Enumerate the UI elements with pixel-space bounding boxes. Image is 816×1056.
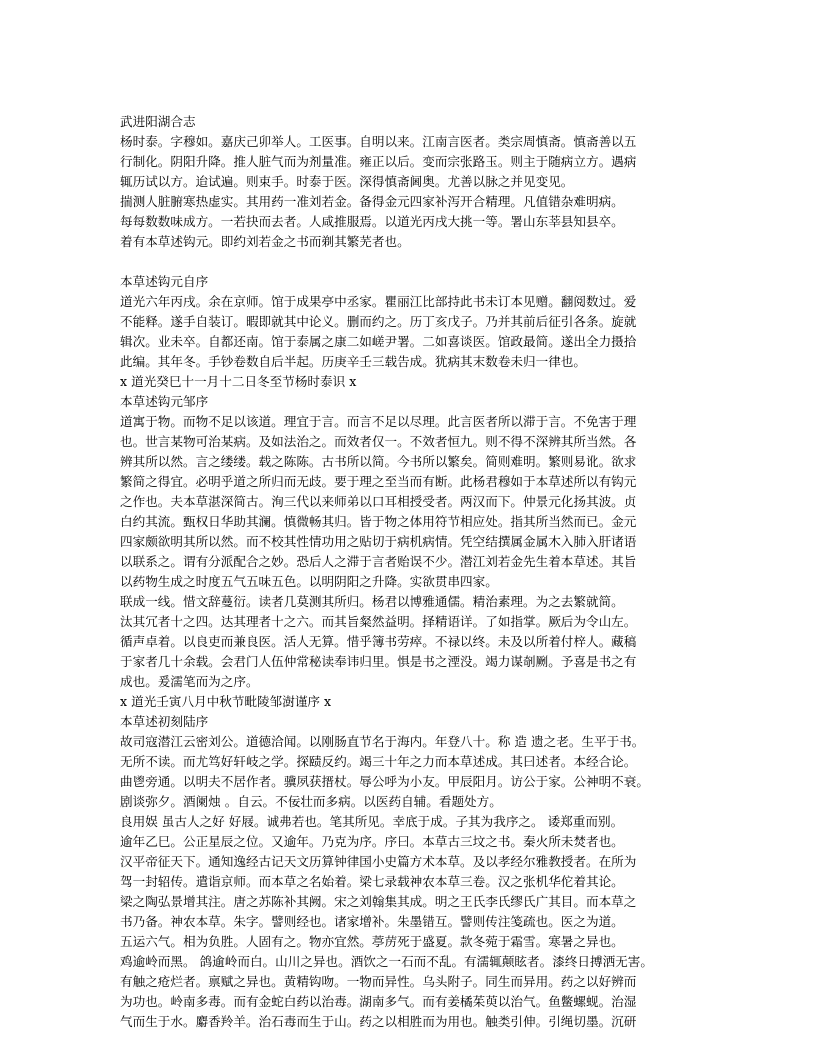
text-line: 无所不读。而尤笃好轩岐之学。探赜反约。竭三十年之力而本草述成。其曰述者。本经合论。 [120, 754, 637, 769]
signature-line: x 道光癸巳十一月十二日冬至节杨时泰识 x [120, 374, 357, 389]
text-line: 道光六年丙戌。余在京师。馆于成果亭中丞家。瞿丽江比部持此书未订本见赠。翻阅数过。爱 [120, 294, 637, 309]
text-line: 四家颇欲明其所以然。而不校其性情功用之贴切于病机病情。凭空结撰属金属木入肺入肝诸语 [120, 534, 637, 549]
text-line: 于家者几十余载。会君门人伍仲常秘读奉讳归里。惧是书之湮没。竭力谋剞劂。予喜是书之有 [120, 654, 637, 669]
text-line: 繁简之得宜。必明乎道之所归而无歧。要于理之至当而有断。此杨君穆如于本草述所以有钩元 [120, 474, 637, 489]
text-line: 以药物生成之时度五气五味五色。以明阴阳之升降。实欲贯串四家。 [120, 574, 498, 589]
section-heading: 本草述初刻陆序 [120, 714, 209, 729]
text-line: 书乃备。神农本草。朱字。譬则经也。诸家增补。朱墨错互。譬则传注笺疏也。医之为道。 [120, 914, 624, 929]
text-line: 此编。其年冬。手钞卷数自后半起。历庚辛壬三载告成。犹病其末数卷未归一律也。 [120, 354, 586, 369]
text-line: 联成一线。惜文辞蔓衍。读者几莫测其所归。杨君以博雅通儒。精治素理。为之去繁就简。 [120, 594, 624, 609]
text-line: 不能释。遂手自装订。暇即就其中论义。删而约之。历丁亥戊子。乃并其前后征引各条。旋就 [120, 314, 637, 329]
text-line: 白约其流。甄权日华助其澜。慎微畅其归。皆于物之体用符节相应处。指其所当然而已。金元 [120, 514, 637, 529]
text-line: 汉平帝征天下。通知逸经古记天文历算钟律国小史篇方术本草。及以孝经尔雅教授者。在所为 [120, 854, 637, 869]
text-line: 辄历试以方。迨试遍。则束手。时泰于医。深得慎斋阃奥。尤善以脉之并见变见。 [120, 174, 574, 189]
text-line: 曲鬯旁通。以明夫不居作者。骥夙获搢杖。辱公呼为小友。甲辰阳月。访公于家。公神明不衰。 [120, 774, 649, 789]
text-line: 道寓于物。而物不足以该道。理宜于言。而言不足以尽理。此言医者所以滞于言。不免害于理 [120, 414, 637, 429]
text-line: 辑次。业未卒。自都还南。馆于泰属之康二如嵯尹署。二如喜谈医。馆政最简。遂出全力摄拾 [120, 334, 637, 349]
text-line: 之作也。夫本草湛深简古。洵三代以来师弟以口耳相授受者。两汉而下。仲景元化扬其波。贞 [120, 494, 637, 509]
text-line: 以联系之。谓有分派配合之妙。恐后人之滞于言者贻误不少。潜江刘若金先生着本草述。其旨 [120, 554, 637, 569]
text-line: 有触之疮烂者。禀赋之异也。黄精钩吻。一物而异性。乌头附子。同生而异用。药之以好辨而 [120, 974, 637, 989]
source-title: 武进阳湖合志 [120, 114, 196, 129]
text-line: 故司寇潜江云密刘公。道德洽闻。以刚肠直节名于海内。年登八十。称 造 遗之老。生平于书。 [120, 734, 645, 749]
text-line: 梁之陶弘景增其注。唐之苏陈补其阙。宋之刘翰集其成。明之王氏李氏缪氏广其目。而本草之 [120, 894, 637, 909]
text-line: 鸡逾岭而黑。 鸽逾岭而白。山川之异也。酒饮之一石而不乱。有濡辄颠眩者。漆终日搏洒无害。 [120, 954, 653, 969]
text-line: 五运六气。相为负胜。人固有之。物亦宜然。葶苈死于盛夏。款冬菀于霜雪。寒暑之异也。 [120, 934, 624, 949]
text-line: 剧谈弥夕。酒阑烛 。自云。不佞壮而多病。以医药自辅。看题处方。 [120, 794, 502, 809]
text-line: 驾一封轺传。遣诣京师。而本草之名始着。梁七录载神农本草三卷。汉之张机华佗着其论。 [120, 874, 624, 889]
text-line: 良用娱 虽古人之好 好屐。诚弗若也。笔其所见。幸底于成。子其为我序之。 诿郑重而别。 [120, 814, 624, 829]
section-heading: 本草述钩元自序 [120, 274, 209, 289]
text-line: 逾年乙巳。公正星辰之位。又逾年。乃克为序。序曰。本草古三坟之书。秦火所未焚者也。 [120, 834, 624, 849]
text-line: 辨其所以然。言之缕缕。载之陈陈。古书所以简。今书所以繁矣。简则难明。繁则易讹。欲求 [120, 454, 637, 469]
text-line: 为功也。岭南多毒。而有金蛇白药以治毒。湖南多气。而有姜橘茱萸以治气。鱼鳖螺蚬。治湿 [120, 994, 637, 1009]
blank-line [120, 252, 706, 272]
signature-line: x 道光壬寅八月中秋节毗陵邹澍谨序 x [120, 694, 332, 709]
text-line: 也。世言某物可治某病。及如法治之。而效者仅一。不效者恒九。则不得不深辨其所当然。各 [120, 434, 637, 449]
text-line: 着有本草述钩元。即约刘若金之书而剃其繁芜者也。 [120, 234, 410, 249]
text-line: 杨时泰。字穆如。嘉庆己卯举人。工医事。自明以来。江南言医者。类宗周慎斋。慎斋善以五 [120, 134, 637, 149]
document-text [120, 112, 706, 1032]
section-heading: 本草述钩元邹序 [120, 394, 209, 409]
text-line: 成也。爰濡笔而为之序。 [120, 674, 259, 689]
text-line: 行制化。阴阳升降。推人脏气而为剂量准。雍正以后。变而宗张路玉。则主于随病立方。遇病 [120, 154, 637, 169]
text-line: 揣测人脏腑寒热虚实。其用药一准刘若金。备得金元四家补泻开合精理。凡值错杂难明病。 [120, 194, 624, 209]
text-line: 每每数数味成方。一若抉而去者。人咸推服焉。以道光丙戌大挑一等。署山东莘县知县卒。 [120, 214, 624, 229]
text-line: 气而生于水。麝香羚羊。治石毒而生于山。药之以相胜而为用也。触类引伸。引绳切墨。沉研 [120, 1014, 637, 1029]
text-line: 循声卓着。以良吏而兼良医。活人无算。惜乎簿书劳瘁。不禄以终。未及以所着付梓人。藏稿 [120, 634, 637, 649]
text-line: 汰其冗者十之四。达其理者十之六。而其旨粲然益明。择精语详。了如指掌。厥后为令山左。 [120, 614, 637, 629]
